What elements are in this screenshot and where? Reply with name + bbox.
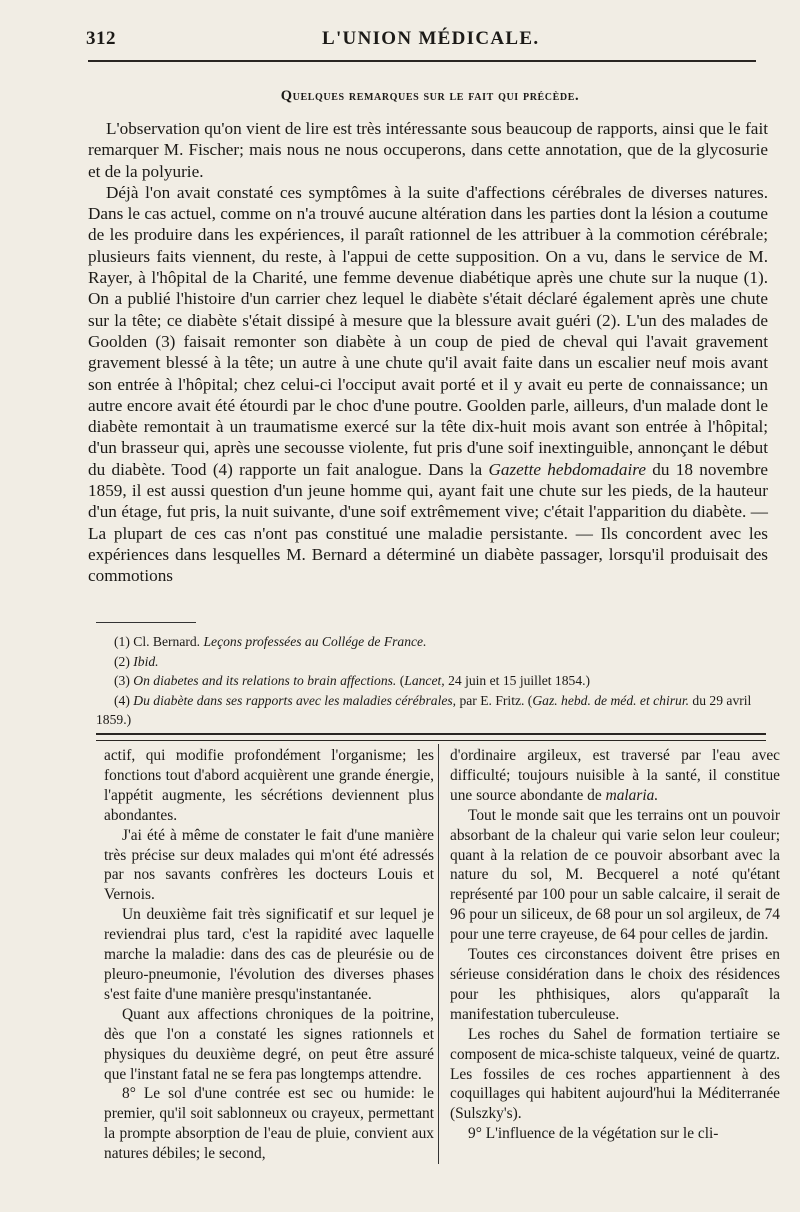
footnote-4-date: du 29 avril 1859.): [96, 692, 752, 727]
header-rule: [88, 60, 756, 62]
footnote-4-author: , par E. Fritz. (: [452, 692, 533, 708]
footnote-2-title: Ibid.: [133, 653, 159, 669]
footnote-4-title: Du diabète dans ses rapports avec les maladies cérébrales: [133, 692, 453, 708]
main-paragraph-continued: du 18 novembre 1859, il est aussi question d'un jeune homme qui, ayant fait une chute sur les pieds, de la hauteur d'un étage, fut pris, la nuit suivante, d'une soif extrêmement vive; c'était l'apparition du diabète. — La plupart de ces cas n'ont pas constitué une maladie persistante. — Ils concordent avec les expériences dans lesquelles M. Bernard a déterminé un diabète passager, lorsqu'il produisait des commotions: [88, 459, 769, 586]
left-paragraph: Quant aux affections chroniques de la poitrine, dès que l'on a constaté les signes rationnels et physiques du deuxième degré, on peut être assuré que l'instant fatal ne se fera pas longtemps attendre.: [104, 1005, 434, 1083]
right-paragraph: [450, 746, 780, 806]
footnotes: [96, 632, 768, 730]
footnote-2: [96, 652, 768, 672]
journal-reference: Gazette hebdomadaire: [488, 459, 646, 479]
footnote-1: [96, 632, 768, 652]
footnote-rule: [96, 622, 196, 623]
footnote-1-prefix: (1) Cl. Bernard.: [114, 634, 201, 649]
left-paragraph: Un deuxième fait très significatif et sur lequel je reviendrai plus tard, c'est la rapidité avec laquelle marche la maladie: dans des cas de pleurésie ou de pleuro-pneumonie, l'évolution des diverses phases s'est faite d'une manière presqu'instantanée.: [104, 906, 434, 1003]
left-paragraph: 8° Le sol d'une contrée est sec ou humide: le premier, qu'il soit sablonneux ou crayeux, permettant la prompte absorption de l'eau de pluie, convient aux natures débiles; le second,: [104, 1085, 434, 1163]
page-number: 312: [86, 28, 116, 49]
section-title: Quelques remarques sur le fait qui précède.: [280, 88, 580, 104]
right-paragraph: 9° L'influence de la végétation sur le cli-: [468, 1125, 719, 1143]
section-divider-rule: [96, 733, 766, 741]
footnote-3: [96, 671, 768, 691]
footnote-3-date: 24 juin et 15 juillet 1854.): [448, 673, 591, 688]
right-column: [450, 746, 780, 1144]
main-paragraph-text: Déjà l'on avait constaté ces symptômes à la suite d'affections cérébrales de diverses natures. Dans le cas actuel, comme on n'a trouvé aucune altération dans les parties dont la lésion a coutume de les produire dans les expériences, il paraît rationnel de les attribuer à la commotion cérébrale; plusieurs faits viennent, du reste, à l'appui de cette supposition. On a vu, dans le service de M. Rayer, à l'hôpital de la Charité, une femme devenue diabétique après une chute sur la nuque (1). On a publié l'histoire d'un carrier chez lequel le diabète s'était déclaré également après une chute sur la tête; ce diabète s'était dissipé à mesure que la blessure avait guéri (2). L'un des malades de Goolden (3) faisait remonter son diabète à un coup de pied de cheval qui l'avait gravement gravement blessé à la tête; un autre à une chute qu'il avait faite dans un escalier neuf mois avant son entrée à l'hôpital; chez celui-ci l'occiput avait porté et il y avait eu perte de connaissance; un autre encore avait été étourdi par le choc d'une poutre. Goolden parle, ailleurs, d'un malade dont le diabète remontait à un traumatisme exercé sur la tête dix-huit mois avant son entrée à l'hôpital; d'un brasseur qui, après une secousse violente, fut pris d'une soif inextinguible, annonçant le début du diabète. Tood (4) rapporte un fait analogue. Dans la: [88, 182, 768, 479]
column-divider: [438, 744, 439, 1164]
footnote-1-title: Leçons professées au Collége de France.: [203, 634, 427, 649]
footnote-2-prefix: (2): [114, 653, 130, 669]
right-paragraph-text: d'ordinaire argileux, est traversé par l'eau avec difficulté; toujours nuisible à la santé, il constitue une source abondante de: [450, 747, 780, 804]
main-text: [88, 118, 768, 587]
right-paragraph: Les roches du Sahel de formation tertiaire se composent de mica-schiste talqueux, veiné de quartz. Les fossiles de ces roches appartiennent à des coquillages qui habitent aujourd'hui la Méditerranée (Sulszky's).: [450, 1025, 780, 1123]
footnote-3-title: On diabetes and its relations to brain affections.: [133, 673, 397, 688]
main-paragraph: L'observation qu'on vient de lire est très intéressante sous beaucoup de rapports, ainsi que le fait remarquer M. Fischer; mais nous ne nous occuperons, dans cette annotation, que de la glycosurie et de la polyurie.: [88, 119, 768, 181]
left-paragraph: J'ai été à même de constater le fait d'une manière très précise sur deux malades qui m'ont été adressés par nos savants confrères les docteurs Louis et Vernois.: [104, 826, 434, 904]
running-header: [86, 28, 756, 52]
footnote-3-journal: Lancet,: [404, 673, 445, 688]
right-paragraph: Toutes ces circonstances doivent être prises en sérieuse considération dans le choix des résidences pour les phthisiques, alors qu'apparaît la manifestation tuberculeuse.: [450, 946, 780, 1023]
footnote-4-prefix: (4): [114, 692, 130, 708]
journal-title: L'UNION MÉDICALE.: [322, 28, 540, 49]
footnote-3-prefix: (3): [114, 673, 130, 688]
malaria-term: malaria.: [605, 786, 659, 804]
footnote-4-journal: Gaz. hebd. de méd. et chirur.: [532, 692, 690, 708]
left-column: [104, 746, 434, 1164]
right-paragraph: Tout le monde sait que les terrains ont un pouvoir absorbant de la chaleur qui varie selon leur couleur; quant à la relation de ce pouvoir absorbant avec la nature du sol, M. Becquerel a noté qu'étant représenté par 100 pour un sable calcaire, il serait de 96 pour un siliceux, de 68 pour un sol argileux, de 74 pour une terre crayeuse, de 64 pour celles de jardin.: [450, 806, 780, 944]
footnote-3-paren: (: [399, 673, 405, 688]
footnote-4: [96, 691, 768, 730]
main-paragraph: [88, 182, 768, 587]
left-paragraph: actif, qui modifie profondément l'organisme; les fonctions tout d'abord acquièrent une grande énergie, l'appétit augmente, les sécrétions deviennent plus abondantes.: [104, 747, 434, 824]
